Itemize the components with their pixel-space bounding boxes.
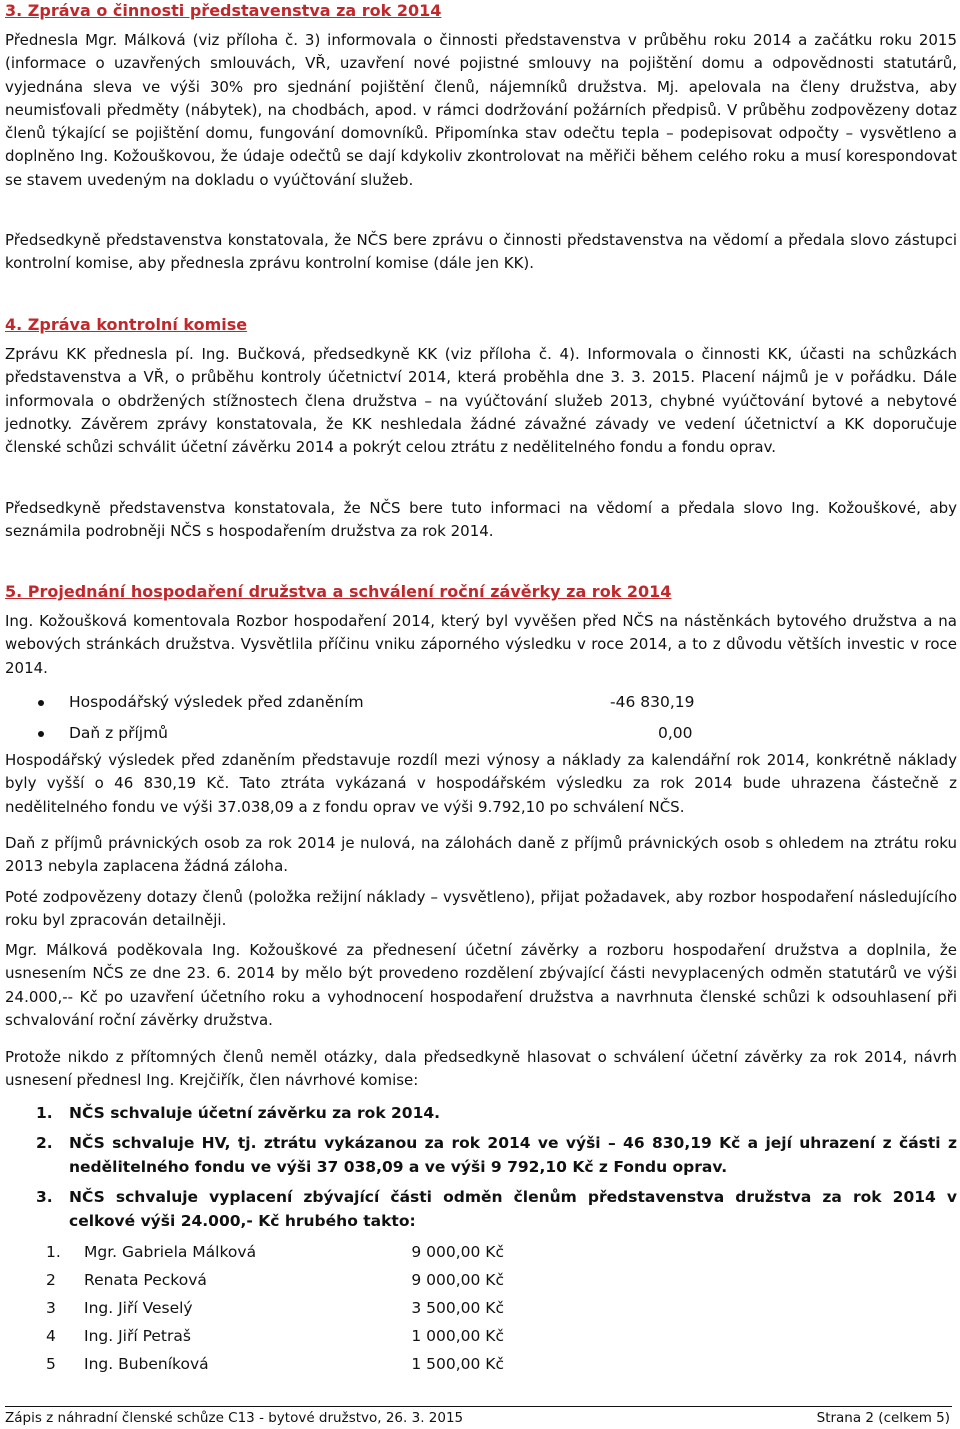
section-3-paragraph-2: Předsedkyně představenstva konstatovala, že NČS bere zprávu o činnosti představenstva na vědomí a předala slovo zástupci kontrolní komise, aby přednesla zprávu kontrolní komise (dále jen KK). <box>5 231 957 273</box>
payout-number: 2 <box>46 1271 56 1289</box>
bullet-label: Hospodářský výsledek před zdaněním <box>69 693 364 711</box>
payout-name: Ing. Jiří Petraš <box>84 1327 191 1345</box>
payout-number: 5 <box>46 1355 56 1373</box>
bullet-label: Daň z příjmů <box>69 724 168 742</box>
section-5-paragraph-4: Poté zodpovězeny dotazy členů (položka režijní náklady – vysvětleno), přijat požadavek, aby rozbor hospodaření následujícího roku byl zpracován detailněji. <box>5 888 957 930</box>
resolution-item <box>36 1185 957 1233</box>
section-5-paragraph-6: Protože nikdo z přítomných členů neměl otázky, dala předsedkyně hlasovat o schválení účetní závěrky za rok 2014, návrh usnesení přednesl Ing. Krejčiřík, člen návrhové komise: <box>5 1048 957 1090</box>
section-5-paragraph-1: Ing. Kožoušková komentovala Rozbor hospodaření 2014, který byl vyvěšen před NČS na nástěnkách bytového družstva a na webových stránkách družstva. Vysvětlila příčinu vniku záporného výsledku v roce 2014, a to z důvodu větších investic v roce 2014. <box>5 612 957 677</box>
footer-page-number: Strana 2 (celkem 5) <box>816 1410 950 1426</box>
section-5-paragraph-3: Daň z příjmů právnických osob za rok 2014 je nulová, na zálohách daně z příjmů právnických osob s ohledem na ztrátu roku 2013 nebyla zaplacena žádná záloha. <box>5 834 957 876</box>
section-3-heading: 3. Zpráva o činnosti představenstva za rok 2014 <box>5 1 442 20</box>
section-5-paragraph-2: Hospodářský výsledek před zdaněním představuje rozdíl mezi výnosy a náklady za kalendářní rok 2014, konkrétně náklady byly vyšší o 46 830,19 Kč. Tato ztráta vykázaná v hospodářském výsledku za rok 2014 bude uhrazena částečně z nedělitelného fondu ve výši 37.038,09 a z fondu oprav ve výši 9.792,10 po schválení NČS. <box>5 751 957 816</box>
bullet-dot <box>38 731 44 737</box>
footer-document-title: Zápis z náhradní členské schůze C13 - bytové družstvo, 26. 3. 2015 <box>5 1410 464 1426</box>
resolution-item <box>36 1101 957 1125</box>
payout-number: 1. <box>46 1243 61 1261</box>
footer-divider <box>5 1406 952 1407</box>
bullet-value: -46 830,19 <box>610 693 695 711</box>
payout-name: Ing. Jiří Veselý <box>84 1299 193 1317</box>
section-4-paragraph-1: Zprávu KK přednesla pí. Ing. Bučková, předsedkyně KK (viz příloha č. 4). Informovala o činnosti KK, účasti na schůzkách představenstva a VŘ, o průběhu kontroly účetnictví 2014, která proběhla dne 3. 3. 2015. Placení nájmů je v pořádku. Dále informovala o obdržených stížnostech člena družstva – na vyúčtování služeb 2013, chybné vyúčtování bytové a nebytové jednotky. Závěrem zprávy konstatovala, že KK neshledala žádné závažné závady ve vedení účetnictví a KK doporučuje členské schůzi schválit účetní závěrku 2014 a pokrýt celou ztrátu z nedělitelného fondu a fondu oprav. <box>5 345 957 457</box>
payout-amount: 9 000,00 Kč <box>411 1243 504 1261</box>
section-3-paragraph-1: Přednesla Mgr. Málková (viz příloha č. 3) informovala o činnosti představenstva v průběhu roku 2014 a začátku roku 2015 (informace o uzavřených smlouvách, VŘ, uzavření nové pojistné smlouvy na pojištění domu a odpovědnosti statutárů, vyjednána sleva ve výši 30% pro sjednání pojištění členů, nájemníků družstva. Mj. apelovala na členy družstva, aby neumisťovali předměty (nábytek), na chodbách, apod. v rámci dodržování požárních předpisů. V průběhu zodpovězeny dotaz členů týkající se pojištění domu, fungování domovníků. Připomínka stav odečtu tepla – podepisovat odpočty – vysvětleno a doplněno Ing. Kožouškovou, že údaje odečtů se dají kdykoliv zkontrolovat na měřiči během celého roku a musí korespondovat se stavem uvedeným na dokladu o vyúčtování služeb. <box>5 31 957 189</box>
payout-amount: 1 000,00 Kč <box>411 1327 504 1345</box>
section-5-heading: 5. Projednání hospodaření družstva a schválení roční závěrky za rok 2014 <box>5 582 672 601</box>
resolution-text: NČS schvaluje účetní závěrku za rok 2014. <box>69 1104 441 1122</box>
resolution-text: NČS schvaluje HV, tj. ztrátu vykázanou za rok 2014 ve výši – 46 830,19 Kč a její uhrazení z části z nedělitelného fondu ve výši 37 038,09 a ve výši 9 792,10 Kč z Fondu oprav. <box>69 1134 957 1176</box>
section-4-heading: 4. Zpráva kontrolní komise <box>5 315 248 334</box>
resolution-number: 3. <box>36 1188 53 1206</box>
payout-number: 4 <box>46 1327 56 1345</box>
section-4-paragraph-2: Předsedkyně představenstva konstatovala, že NČS bere tuto informaci na vědomí a předala slovo Ing. Kožouškové, aby seznámila podrobněji NČS s hospodařením družstva za rok 2014. <box>5 499 957 541</box>
resolution-number: 1. <box>36 1104 53 1122</box>
payout-amount: 1 500,00 Kč <box>411 1355 504 1373</box>
payout-name: Mgr. Gabriela Málková <box>84 1243 257 1261</box>
payout-amount: 3 500,00 Kč <box>411 1299 504 1317</box>
resolution-number: 2. <box>36 1134 53 1152</box>
section-5-paragraph-5: Mgr. Málková poděkovala Ing. Kožouškové za přednesení účetní závěrky a rozboru hospodaření družstva a doplnila, že usnesením NČS ze dne 23. 6. 2014 by mělo být provedeno rozdělení zbývající části nevyplacených odměn statutárů ve výši 24.000,-- Kč po uzavření účetního roku a vyhodnocení hospodaření družstva a navrhnuta členské schůzi k odsouhlasení při schvalování roční závěrky družstva. <box>5 941 957 1029</box>
payout-name: Renata Pecková <box>84 1271 207 1289</box>
payout-name: Ing. Bubeníková <box>84 1355 209 1373</box>
bullet-dot <box>38 700 44 706</box>
payout-amount: 9 000,00 Kč <box>411 1271 504 1289</box>
payout-number: 3 <box>46 1299 56 1317</box>
resolution-text: NČS schvaluje vyplacení zbývající části odměn členům představenstva družstva za rok 2014 v celkové výši 24.000,- Kč hrubého takto: <box>69 1188 957 1230</box>
bullet-value: 0,00 <box>658 724 693 742</box>
resolution-item <box>36 1131 957 1179</box>
